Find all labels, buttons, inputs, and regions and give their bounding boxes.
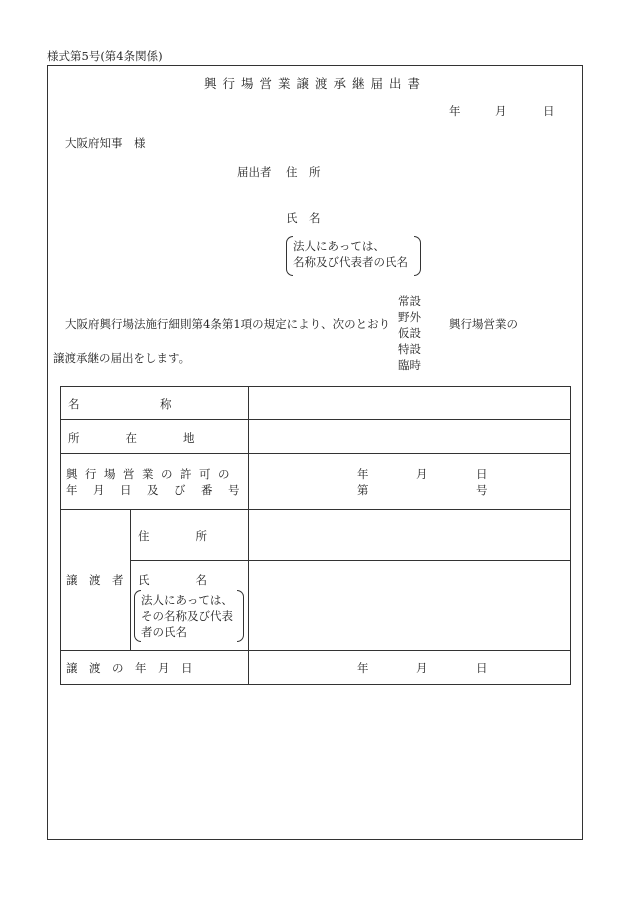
- transferor-note-bracket-right: [237, 590, 244, 642]
- transferor-note-bracket-left: [134, 590, 141, 642]
- transfer-month: 月: [416, 661, 428, 675]
- form-title: 興行場営業譲渡承継届出書: [203, 76, 426, 91]
- transfer-year: 年: [357, 661, 369, 675]
- type-kasetsu: 仮設: [398, 326, 421, 340]
- submitter-corp-note-line1: 法人にあっては、: [293, 239, 385, 253]
- permit-month: 月: [416, 467, 428, 481]
- permit-dai: 第: [357, 483, 369, 497]
- type-tokusetsu: 特設: [398, 342, 421, 356]
- transfer-date-label: 譲 渡 の 年 月 日: [66, 661, 193, 675]
- permit-year: 年: [357, 467, 369, 481]
- transferor-note-line2: その名称及び代表: [141, 609, 233, 623]
- row-name-label: 名 称: [68, 397, 172, 411]
- row-location-label: 所 在 地: [68, 431, 195, 445]
- permit-day: 日: [476, 467, 488, 481]
- transferor-name-value[interactable]: [249, 561, 570, 650]
- transferor-name-label: 氏 名: [138, 573, 207, 587]
- type-yagai: 野外: [398, 310, 421, 324]
- submitter-corp-note-line2: 名称及び代表者の氏名: [293, 255, 408, 269]
- type-joset: 常設: [398, 294, 421, 308]
- submitter-role: 届出者: [237, 165, 272, 179]
- note-bracket-left: [286, 236, 293, 276]
- body-line1: 大阪府興行場法施行細則第4条第1項の規定により、次のとおり: [65, 317, 391, 331]
- transferor-label: 譲 渡 者: [66, 573, 124, 587]
- transferor-address-value[interactable]: [249, 510, 570, 560]
- date-month-label: 月: [495, 104, 507, 118]
- transfer-day: 日: [476, 661, 488, 675]
- row-location-value[interactable]: [249, 420, 570, 453]
- body-business: 興行場営業の: [449, 317, 518, 331]
- date-year-label: 年: [449, 104, 461, 118]
- type-rinji: 臨時: [398, 358, 421, 372]
- row-name-value[interactable]: [249, 387, 570, 419]
- row-permit-label-1: 興行場営業の許可の: [66, 467, 237, 481]
- note-bracket-right: [414, 236, 421, 276]
- submitter-address-label: 住 所: [286, 165, 321, 179]
- date-day-label: 日: [543, 104, 555, 118]
- transferor-address-label: 住 所: [138, 529, 207, 543]
- transferor-note-line1: 法人にあっては、: [141, 593, 233, 607]
- row-permit-label-2: 年月日及び番号: [66, 483, 255, 497]
- transferor-note-line3: 者の氏名: [141, 625, 187, 639]
- permit-gou: 号: [476, 483, 488, 497]
- addressee: 大阪府知事 様: [65, 136, 146, 150]
- body-line2: 譲渡承継の届出をします。: [53, 351, 191, 365]
- submitter-name-label: 氏 名: [286, 211, 321, 225]
- form-number: 様式第5号(第4条関係): [47, 49, 163, 63]
